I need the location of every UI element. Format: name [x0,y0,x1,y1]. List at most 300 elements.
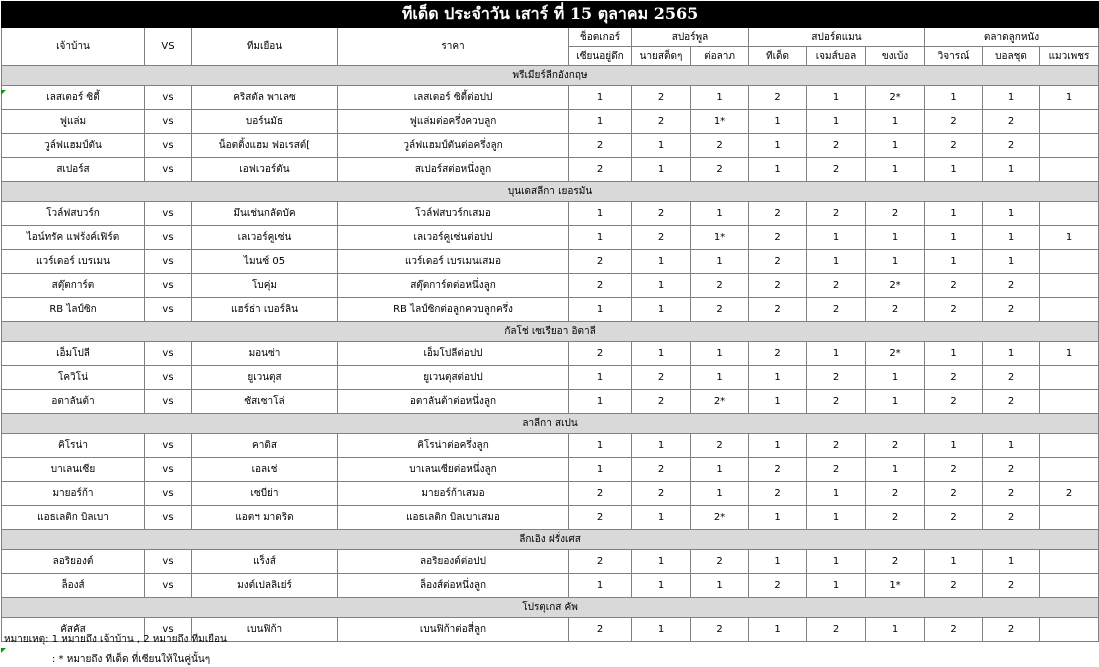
tip-cell: 1 [866,366,925,390]
home-team: โวล์ฟสบวร์ก [2,202,145,226]
tip-cell: 1 [632,434,691,458]
tip-cell: 2 [632,390,691,414]
price-line: ลอริยองต์ต่อปป [338,550,569,574]
tip-cell: 2 [866,506,925,530]
vs-label: vs [145,506,192,530]
tip-cell: 1 [807,482,866,506]
note-star: : * หมายถึง ทีเด็ด ที่เซียนให้ในคู่นั้นๆ [52,654,211,665]
tip-cell: 2 [925,274,983,298]
tip-cell: 1 [983,434,1040,458]
match-row [2,202,1099,226]
header-tipster: เซียนอยู่ดึก [569,47,632,66]
price-line: มายอร์ก้าเสมอ [338,482,569,506]
tip-cell [1040,158,1099,182]
tip-cell: 2* [866,274,925,298]
tip-cell: 1 [807,86,866,110]
tip-cell: 1 [569,574,632,598]
tip-cell [1040,110,1099,134]
tip-cell: 1 [632,550,691,574]
tip-cell: 1 [569,202,632,226]
away-team: คริสตัล พาเลซ [192,86,338,110]
tip-cell: 1 [691,482,749,506]
tip-cell: 2 [749,226,807,250]
header-group-market: ตลาดลูกหนัง [925,28,1099,47]
header-tipster: นายสต็ดๆ [632,47,691,66]
tip-cell: 2 [983,618,1040,642]
tip-cell: 2 [983,274,1040,298]
tip-cell: 2* [691,390,749,414]
league-row [2,530,1099,550]
match-row [2,250,1099,274]
home-team: โควิโน่ [2,366,145,390]
home-team: วูล์ฟแฮมป์ตัน [2,134,145,158]
price-line: อตาลันต้าต่อหนึ่งลูก [338,390,569,414]
notes-corner-mark [1,648,6,653]
league-row [2,414,1099,434]
away-team: บอร์นมัธ [192,110,338,134]
tip-cell: 1 [632,250,691,274]
match-row [2,458,1099,482]
tip-cell: 2 [807,134,866,158]
vs-label: vs [145,110,192,134]
vs-label: vs [145,342,192,366]
away-team: ยูเวนตุส [192,366,338,390]
home-team: ไอน์ทรัค แฟร้งค์เฟิร์ต [2,226,145,250]
away-team: เอลเช่ [192,458,338,482]
tip-cell: 1 [983,158,1040,182]
tip-cell: 1 [866,390,925,414]
home-team: ล็องส์ [2,574,145,598]
tip-cell: 1 [866,158,925,182]
price-line: RB ไลป์ซิกต่อลูกควบลูกครึ่ง [338,298,569,322]
vs-label: vs [145,574,192,598]
tip-cell: 1 [807,574,866,598]
tip-cell: 2 [983,574,1040,598]
tip-cell: 2 [925,458,983,482]
vs-label: vs [145,134,192,158]
away-team: แร็งส์ [192,550,338,574]
tip-cell: 2 [569,158,632,182]
tip-cell: 2 [925,110,983,134]
tip-cell: 1 [632,506,691,530]
tips-table [1,1,1099,642]
tip-cell [1040,390,1099,414]
price-line: คิโรน่าต่อครึ่งลูก [338,434,569,458]
vs-label: vs [145,226,192,250]
league-name: บุนเดสลีกา เยอรมัน [2,182,1099,202]
league-row [2,322,1099,342]
tip-cell: 1 [691,574,749,598]
page-title: ทีเด็ด ประจำวัน เสาร์ ที่ 15 ตุลาคม 2565 [2,2,1099,28]
header-tipster: บอลชุด [983,47,1040,66]
tip-cell: 2 [632,202,691,226]
tip-cell: 1 [749,506,807,530]
tip-cell: 1 [749,110,807,134]
tip-cell: 1 [866,618,925,642]
price-line: เบนฟิก้าต่อสี่ลูก [338,618,569,642]
tip-cell: 1 [983,226,1040,250]
price-line: บาเลนเซียต่อหนึ่งลูก [338,458,569,482]
away-team: โบคุ่ม [192,274,338,298]
header-tipster: วิจารณ์ [925,47,983,66]
vs-label: vs [145,86,192,110]
tip-cell: 1 [749,158,807,182]
match-row [2,134,1099,158]
tip-cell [1040,298,1099,322]
tip-cell: 1 [749,366,807,390]
tip-cell: 1 [569,390,632,414]
league-name: ลีกเอิง ฝรั่งเศส [2,530,1099,550]
match-row [2,226,1099,250]
price-line: ฟูแล่มต่อครึ่งควบลูก [338,110,569,134]
tip-cell: 1 [691,202,749,226]
price-line: วูล์ฟแฮมป์ตันต่อครึ่งลูก [338,134,569,158]
tip-cell [1040,202,1099,226]
tip-cell: 2 [569,506,632,530]
tip-cell: 1 [569,458,632,482]
tip-cell: 1 [749,134,807,158]
tip-cell: 1 [691,342,749,366]
tip-cell: 1 [632,274,691,298]
home-team: คิโรน่า [2,434,145,458]
tip-cell: 2 [632,226,691,250]
tip-cell: 1* [866,574,925,598]
tip-cell: 1 [632,342,691,366]
match-row [2,506,1099,530]
tip-cell: 2 [632,366,691,390]
vs-label: vs [145,158,192,182]
tip-cell: 2 [632,86,691,110]
tip-cell: 2 [925,390,983,414]
tip-cell: 2 [749,482,807,506]
tip-cell: 1 [807,506,866,530]
tip-cell: 2 [749,274,807,298]
price-line: เอ็มโปลีต่อปป [338,342,569,366]
tip-cell: 2 [632,482,691,506]
tip-cell: 2 [569,250,632,274]
tip-cell: 1 [925,342,983,366]
league-name: โปรตุเกส คัพ [2,598,1099,618]
league-name: กัลโช่ เซเรียอา อิตาลี [2,322,1099,342]
tip-cell: 1 [983,342,1040,366]
home-team: แวร์เดอร์ เบรเมน [2,250,145,274]
tip-cell: 1 [925,226,983,250]
league-row [2,182,1099,202]
vs-label: vs [145,274,192,298]
tip-cell: 2 [632,458,691,482]
tip-cell: 1 [569,366,632,390]
away-team: มึนเช่นกลัดบัค [192,202,338,226]
vs-label: vs [145,618,192,642]
league-row [2,598,1099,618]
tip-cell: 2* [866,342,925,366]
tip-cell: 1 [1040,342,1099,366]
tip-cell: 1 [749,434,807,458]
away-team: มงต์เปลลิเย่ร์ [192,574,338,598]
tip-cell: 1 [569,110,632,134]
header-group-sporepool: สปอร์พูล [632,28,749,47]
match-row [2,110,1099,134]
header-group-sportsman: สปอร์ตแมน [749,28,925,47]
tip-cell: 1 [983,86,1040,110]
tip-cell: 2 [925,482,983,506]
tip-cell: 1 [866,134,925,158]
away-team: เอฟเวอร์ตัน [192,158,338,182]
tip-cell: 1 [925,158,983,182]
tip-cell [1040,550,1099,574]
tip-cell: 1 [569,434,632,458]
tip-cell: 2 [925,506,983,530]
tip-cell: 2* [691,506,749,530]
tip-cell: 2 [807,618,866,642]
tip-cell: 2 [569,550,632,574]
home-team: เอ็มโปลี [2,342,145,366]
tip-cell: 2 [925,366,983,390]
home-team: ฟูแล่ม [2,110,145,134]
header-vs: VS [145,28,192,66]
tip-cell: 2 [866,434,925,458]
price-line: ล็องส์ต่อหนึ่งลูก [338,574,569,598]
tip-cell: 2 [983,110,1040,134]
tip-cell [1040,574,1099,598]
match-row [2,482,1099,506]
match-row [2,342,1099,366]
tip-cell: 1 [866,110,925,134]
tip-cell: 1* [691,226,749,250]
vs-label: vs [145,202,192,226]
note-legend: หมายเหตุ: 1 หมายถึง เจ้าบ้าน , 2 หมายถึง ทีมเยือน [4,634,227,645]
away-team: คาดิส [192,434,338,458]
tip-cell: 1 [925,250,983,274]
league-name: พรีเมียร์ลีกอังกฤษ [2,66,1099,86]
home-team: แอธเลติก บิลเบา [2,506,145,530]
away-team: น็อตติ้งแฮม ฟอเรสต์[ [192,134,338,158]
tip-cell: 1 [749,550,807,574]
tip-cell: 1 [691,458,749,482]
tip-cell: 2 [983,366,1040,390]
match-row [2,390,1099,414]
tip-cell: 2 [866,298,925,322]
match-row [2,574,1099,598]
away-team: ซัสเซาโล่ [192,390,338,414]
tip-cell: 1 [983,202,1040,226]
vs-label: vs [145,390,192,414]
header-tipster: เจมส์บอล [807,47,866,66]
tip-cell: 2 [807,202,866,226]
tip-cell: 1 [569,298,632,322]
tip-cell: 2 [807,434,866,458]
tip-cell: 2 [1040,482,1099,506]
tip-cell: 1 [866,226,925,250]
tip-cell: 1 [569,226,632,250]
vs-label: vs [145,366,192,390]
tip-cell: 2 [983,458,1040,482]
away-team: เซบีย่า [192,482,338,506]
price-line: สเปอร์สต่อหนึ่งลูก [338,158,569,182]
match-row [2,274,1099,298]
tip-cell: 2 [983,506,1040,530]
tip-cell: 2 [749,574,807,598]
tip-cell: 1 [1040,226,1099,250]
tip-cell: 1 [983,250,1040,274]
tip-cell: 2 [691,618,749,642]
tip-cell: 1 [925,86,983,110]
home-team: เลสเตอร์ ซิตี้ [2,86,145,110]
tip-cell: 2 [569,134,632,158]
tip-cell: 1 [925,434,983,458]
match-row [2,434,1099,458]
away-team: ไมนซ์ 05 [192,250,338,274]
tip-cell: 1 [807,342,866,366]
tip-cell: 2 [983,134,1040,158]
league-row [2,66,1099,86]
tip-cell: 1 [925,550,983,574]
tip-cell: 2 [691,550,749,574]
tip-cell [1040,250,1099,274]
tip-cell: 2 [749,342,807,366]
price-line: ยูเวนตุสต่อปป [338,366,569,390]
vs-label: vs [145,434,192,458]
tip-cell: 2 [983,298,1040,322]
header-tipster: ขงเบ้ง [866,47,925,66]
tip-cell: 2 [691,434,749,458]
away-team: มอนซ่า [192,342,338,366]
tip-cell: 2 [749,86,807,110]
tip-cell: 2 [866,550,925,574]
tip-cell: 2 [925,618,983,642]
tip-cell: 1 [983,550,1040,574]
tip-cell: 2 [569,482,632,506]
tip-cell: 1 [691,250,749,274]
home-team: อตาลันต้า [2,390,145,414]
price-line: โวล์ฟสบวร์กเสมอ [338,202,569,226]
away-team: แฮร์ธ่า เบอร์ลิน [192,298,338,322]
price-line: เลเวอร์คูเซ่นต่อปป [338,226,569,250]
tip-cell: 1 [1040,86,1099,110]
tip-cell: 2 [866,202,925,226]
tip-cell: 2* [866,86,925,110]
tip-cell: 2 [925,298,983,322]
tip-cell: 1 [925,202,983,226]
tip-cell: 1 [632,134,691,158]
tip-cell: 2 [691,298,749,322]
match-row [2,158,1099,182]
header-group-shotker: ช็อตเกอร์ [569,28,632,47]
tip-cell: 1 [749,390,807,414]
tip-cell: 2 [925,134,983,158]
tip-cell [1040,618,1099,642]
home-team: ลอริยองต์ [2,550,145,574]
price-line: แวร์เดอร์ เบรเมนเสมอ [338,250,569,274]
price-line: สตุ๊ตการ์ตต่อหนึ่งลูก [338,274,569,298]
tip-cell: 2 [632,110,691,134]
vs-label: vs [145,550,192,574]
tip-cell: 2 [807,366,866,390]
tip-cell: 1 [807,250,866,274]
corner-mark [1,90,6,95]
tip-cell: 2 [691,158,749,182]
tip-cell: 1 [749,618,807,642]
vs-label: vs [145,250,192,274]
tip-cell: 2 [807,458,866,482]
vs-label: vs [145,482,192,506]
tip-cell: 2 [807,158,866,182]
match-row [2,366,1099,390]
match-row [2,298,1099,322]
tip-cell: 1 [807,110,866,134]
vs-label: vs [145,458,192,482]
tip-cell [1040,458,1099,482]
tip-cell: 2 [925,574,983,598]
away-team: แอตฯ มาดริด [192,506,338,530]
league-name: ลาลีกา สเปน [2,414,1099,434]
tip-cell: 2 [569,342,632,366]
header-price: ราคา [338,28,569,66]
tip-cell [1040,274,1099,298]
match-row [2,550,1099,574]
tip-cell: 2 [807,274,866,298]
header-away: ทีมเยือน [192,28,338,66]
tip-cell: 1 [866,250,925,274]
home-team: คัสคัส [2,618,145,642]
header-tipster: แมวเพชร [1040,47,1099,66]
price-line: เลสเตอร์ ซิตี้ต่อปป [338,86,569,110]
header-home: เจ้าบ้าน [2,28,145,66]
vs-label: vs [145,298,192,322]
header-tipster: ต่อลาภ [691,47,749,66]
tip-cell: 2 [569,618,632,642]
tip-cell: 2 [983,482,1040,506]
home-team: บาเลนเซีย [2,458,145,482]
tip-cell: 1* [691,110,749,134]
tip-cell: 2 [749,458,807,482]
tip-cell: 1 [632,618,691,642]
tip-cell: 2 [807,390,866,414]
price-line: แอธเลติก บิลเบาเสมอ [338,506,569,530]
home-team: มายอร์ก้า [2,482,145,506]
away-team: เบนฟิก้า [192,618,338,642]
tip-cell: 1 [807,226,866,250]
tip-cell: 2 [807,298,866,322]
tip-cell: 2 [569,274,632,298]
header-tipster: ทีเด็ด [749,47,807,66]
tip-cell: 1 [632,158,691,182]
tip-cell [1040,434,1099,458]
tip-cell [1040,134,1099,158]
tip-cell: 2 [691,274,749,298]
match-row [2,86,1099,110]
tip-cell: 2 [866,482,925,506]
home-team: สตุ๊ตการ์ต [2,274,145,298]
tip-cell: 1 [807,550,866,574]
tip-cell: 2 [983,390,1040,414]
tip-cell [1040,506,1099,530]
tip-cell: 1 [632,298,691,322]
tip-cell: 2 [749,298,807,322]
tip-cell: 1 [691,366,749,390]
tip-cell: 2 [691,134,749,158]
tip-cell [1040,366,1099,390]
tip-cell: 1 [632,574,691,598]
tip-cell: 1 [691,86,749,110]
tip-cell: 2 [749,250,807,274]
tip-cell: 2 [749,202,807,226]
tip-cell: 1 [569,86,632,110]
tip-cell: 1 [866,458,925,482]
home-team: สเปอร์ส [2,158,145,182]
home-team: RB ไลป์ซิก [2,298,145,322]
away-team: เลเวอร์คูเซ่น [192,226,338,250]
